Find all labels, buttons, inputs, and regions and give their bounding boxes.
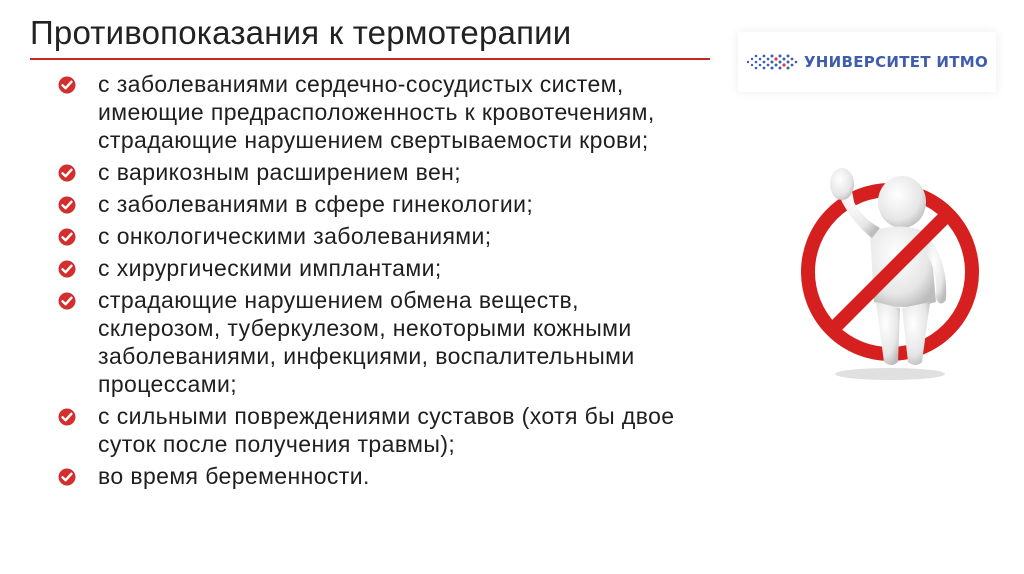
itmo-dots-icon bbox=[746, 52, 798, 72]
check-circle-icon bbox=[58, 196, 76, 214]
list-item-text: с заболеваниями в сфере гинекологии; bbox=[98, 191, 534, 217]
list-item bbox=[58, 462, 748, 490]
list-item bbox=[58, 158, 748, 186]
list-item-text: с заболеваниями сердечно-сосудистых систем, имеющие предрасположенность к кровотечениям, страдающие нарушением свертываемости крови; bbox=[98, 71, 655, 153]
list-item-text: с хирургическими имплантами; bbox=[98, 255, 442, 281]
check-circle-icon bbox=[58, 468, 76, 486]
itmo-logo bbox=[738, 32, 996, 92]
list-item bbox=[58, 402, 748, 458]
check-circle-icon bbox=[58, 76, 76, 94]
list-item-text: во время беременности. bbox=[98, 463, 370, 489]
title-underline bbox=[30, 58, 710, 60]
list-item bbox=[58, 70, 748, 154]
logo-text: УНИВЕРСИТЕТ ИТМО bbox=[803, 53, 989, 71]
list-item bbox=[58, 286, 748, 398]
check-circle-icon bbox=[58, 408, 76, 426]
list-item bbox=[58, 222, 748, 250]
check-circle-icon bbox=[58, 164, 76, 182]
list-item-text: с онкологическими заболеваниями; bbox=[98, 223, 492, 249]
list-item-text: с сильными повреждениями суставов (хотя бы двое суток после получения травмы); bbox=[98, 403, 675, 457]
list-item bbox=[58, 190, 748, 218]
check-circle-icon bbox=[58, 260, 76, 278]
slide-title: Противопоказания к термотерапии bbox=[30, 14, 572, 51]
stop-sign-figure-icon bbox=[790, 162, 990, 382]
check-circle-icon bbox=[58, 292, 76, 310]
list-item bbox=[58, 254, 748, 282]
list-item-text: с варикозным расширением вен; bbox=[98, 159, 462, 185]
check-circle-icon bbox=[58, 228, 76, 246]
contraindications-list bbox=[58, 70, 748, 494]
list-item-text: страдающие нарушением обмена веществ, склерозом, туберкулезом, некоторыми кожными заболеваниями, инфекциями, воспалительными процессами; bbox=[98, 287, 635, 397]
